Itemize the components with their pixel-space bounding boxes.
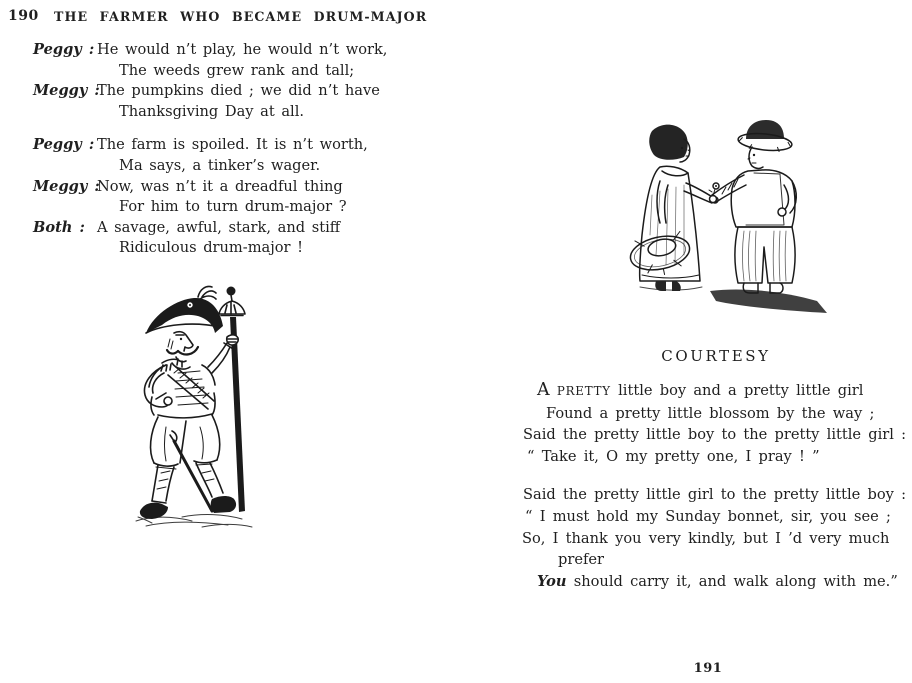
dialogue-couplet: [33, 81, 383, 122]
verse-line: [33, 81, 383, 102]
dialogue-couplet: [33, 177, 383, 218]
verse-line: For him to turn drum-major ?: [119, 198, 347, 216]
verse-text: He would n’t play, he would n’t work,: [97, 41, 388, 58]
verse-line: Thanksgiving Day at all.: [119, 102, 305, 120]
speaker-label: Both :: [33, 218, 85, 236]
page-folio-right: 191: [693, 661, 723, 676]
poem-line: [520, 380, 912, 403]
verse-text: The pumpkins died ; we did n’t have: [97, 82, 380, 100]
poem-line: “ I must hold my Sunday bonnet, sir, you see ;: [525, 507, 891, 525]
verse-text: A savage, awful, stark, and stiff: [97, 218, 341, 236]
poem-line: Said the pretty little girl to the pretty little boy :: [523, 486, 907, 504]
verse-line: Ridiculous drum-major !: [119, 239, 304, 257]
poem-stanza: [520, 380, 912, 467]
poem-line: Found a pretty little blossom by the way ;: [546, 404, 875, 422]
poem-line: Said the pretty little boy to the pretty little girl :: [523, 426, 907, 444]
drop-initial: A: [537, 380, 550, 400]
poem-line: [520, 571, 912, 593]
verse-line: [33, 177, 383, 198]
poem-text: should carry it, and walk along with me.”: [573, 572, 898, 590]
boy-figure: [709, 120, 796, 293]
speaker-label: Peggy :: [33, 41, 95, 58]
verse-text: The farm is spoiled. It is n’t worth,: [97, 136, 368, 154]
running-title: THE FARMER WHO BECAME DRUM-MAJOR: [54, 9, 428, 24]
verse-line: [33, 135, 383, 156]
smallcaps-word: PRETTY: [556, 384, 611, 398]
poem-text: little boy and a pretty little girl: [618, 382, 864, 399]
girl-figure: [627, 125, 718, 291]
speaker-label: Meggy :: [33, 177, 100, 195]
dialogue-couplet: [33, 40, 388, 81]
children-illustration: [612, 115, 836, 325]
poem-title: COURTESY: [661, 347, 771, 365]
dialogue-couplet: [33, 218, 383, 259]
speaker-label: Meggy :: [33, 82, 100, 100]
verse-line: Ma says, a tinker’s wager.: [119, 156, 321, 174]
verse-line: The weeds grew rank and tall;: [119, 61, 355, 79]
verse-line: [33, 218, 383, 239]
page-folio-left: 190: [8, 8, 39, 24]
shadow-shape: [710, 289, 827, 313]
verse-line: [33, 40, 388, 61]
dialogue-block: [33, 40, 388, 259]
poem-block: [520, 380, 912, 592]
drum-major-illustration: [132, 281, 260, 529]
verse-text: Now, was n’t it a dreadful thing: [97, 177, 343, 195]
dialogue-couplet: [33, 135, 383, 176]
italic-word: You: [537, 572, 567, 590]
poem-stanza: [520, 484, 912, 592]
poem-line: prefer: [558, 551, 604, 569]
poem-line: So, I thank you very kindly, but I ’d very much: [522, 529, 890, 547]
poem-line: “ Take it, O my pretty one, I pray ! ”: [527, 447, 820, 465]
speaker-label: Peggy :: [33, 136, 95, 154]
